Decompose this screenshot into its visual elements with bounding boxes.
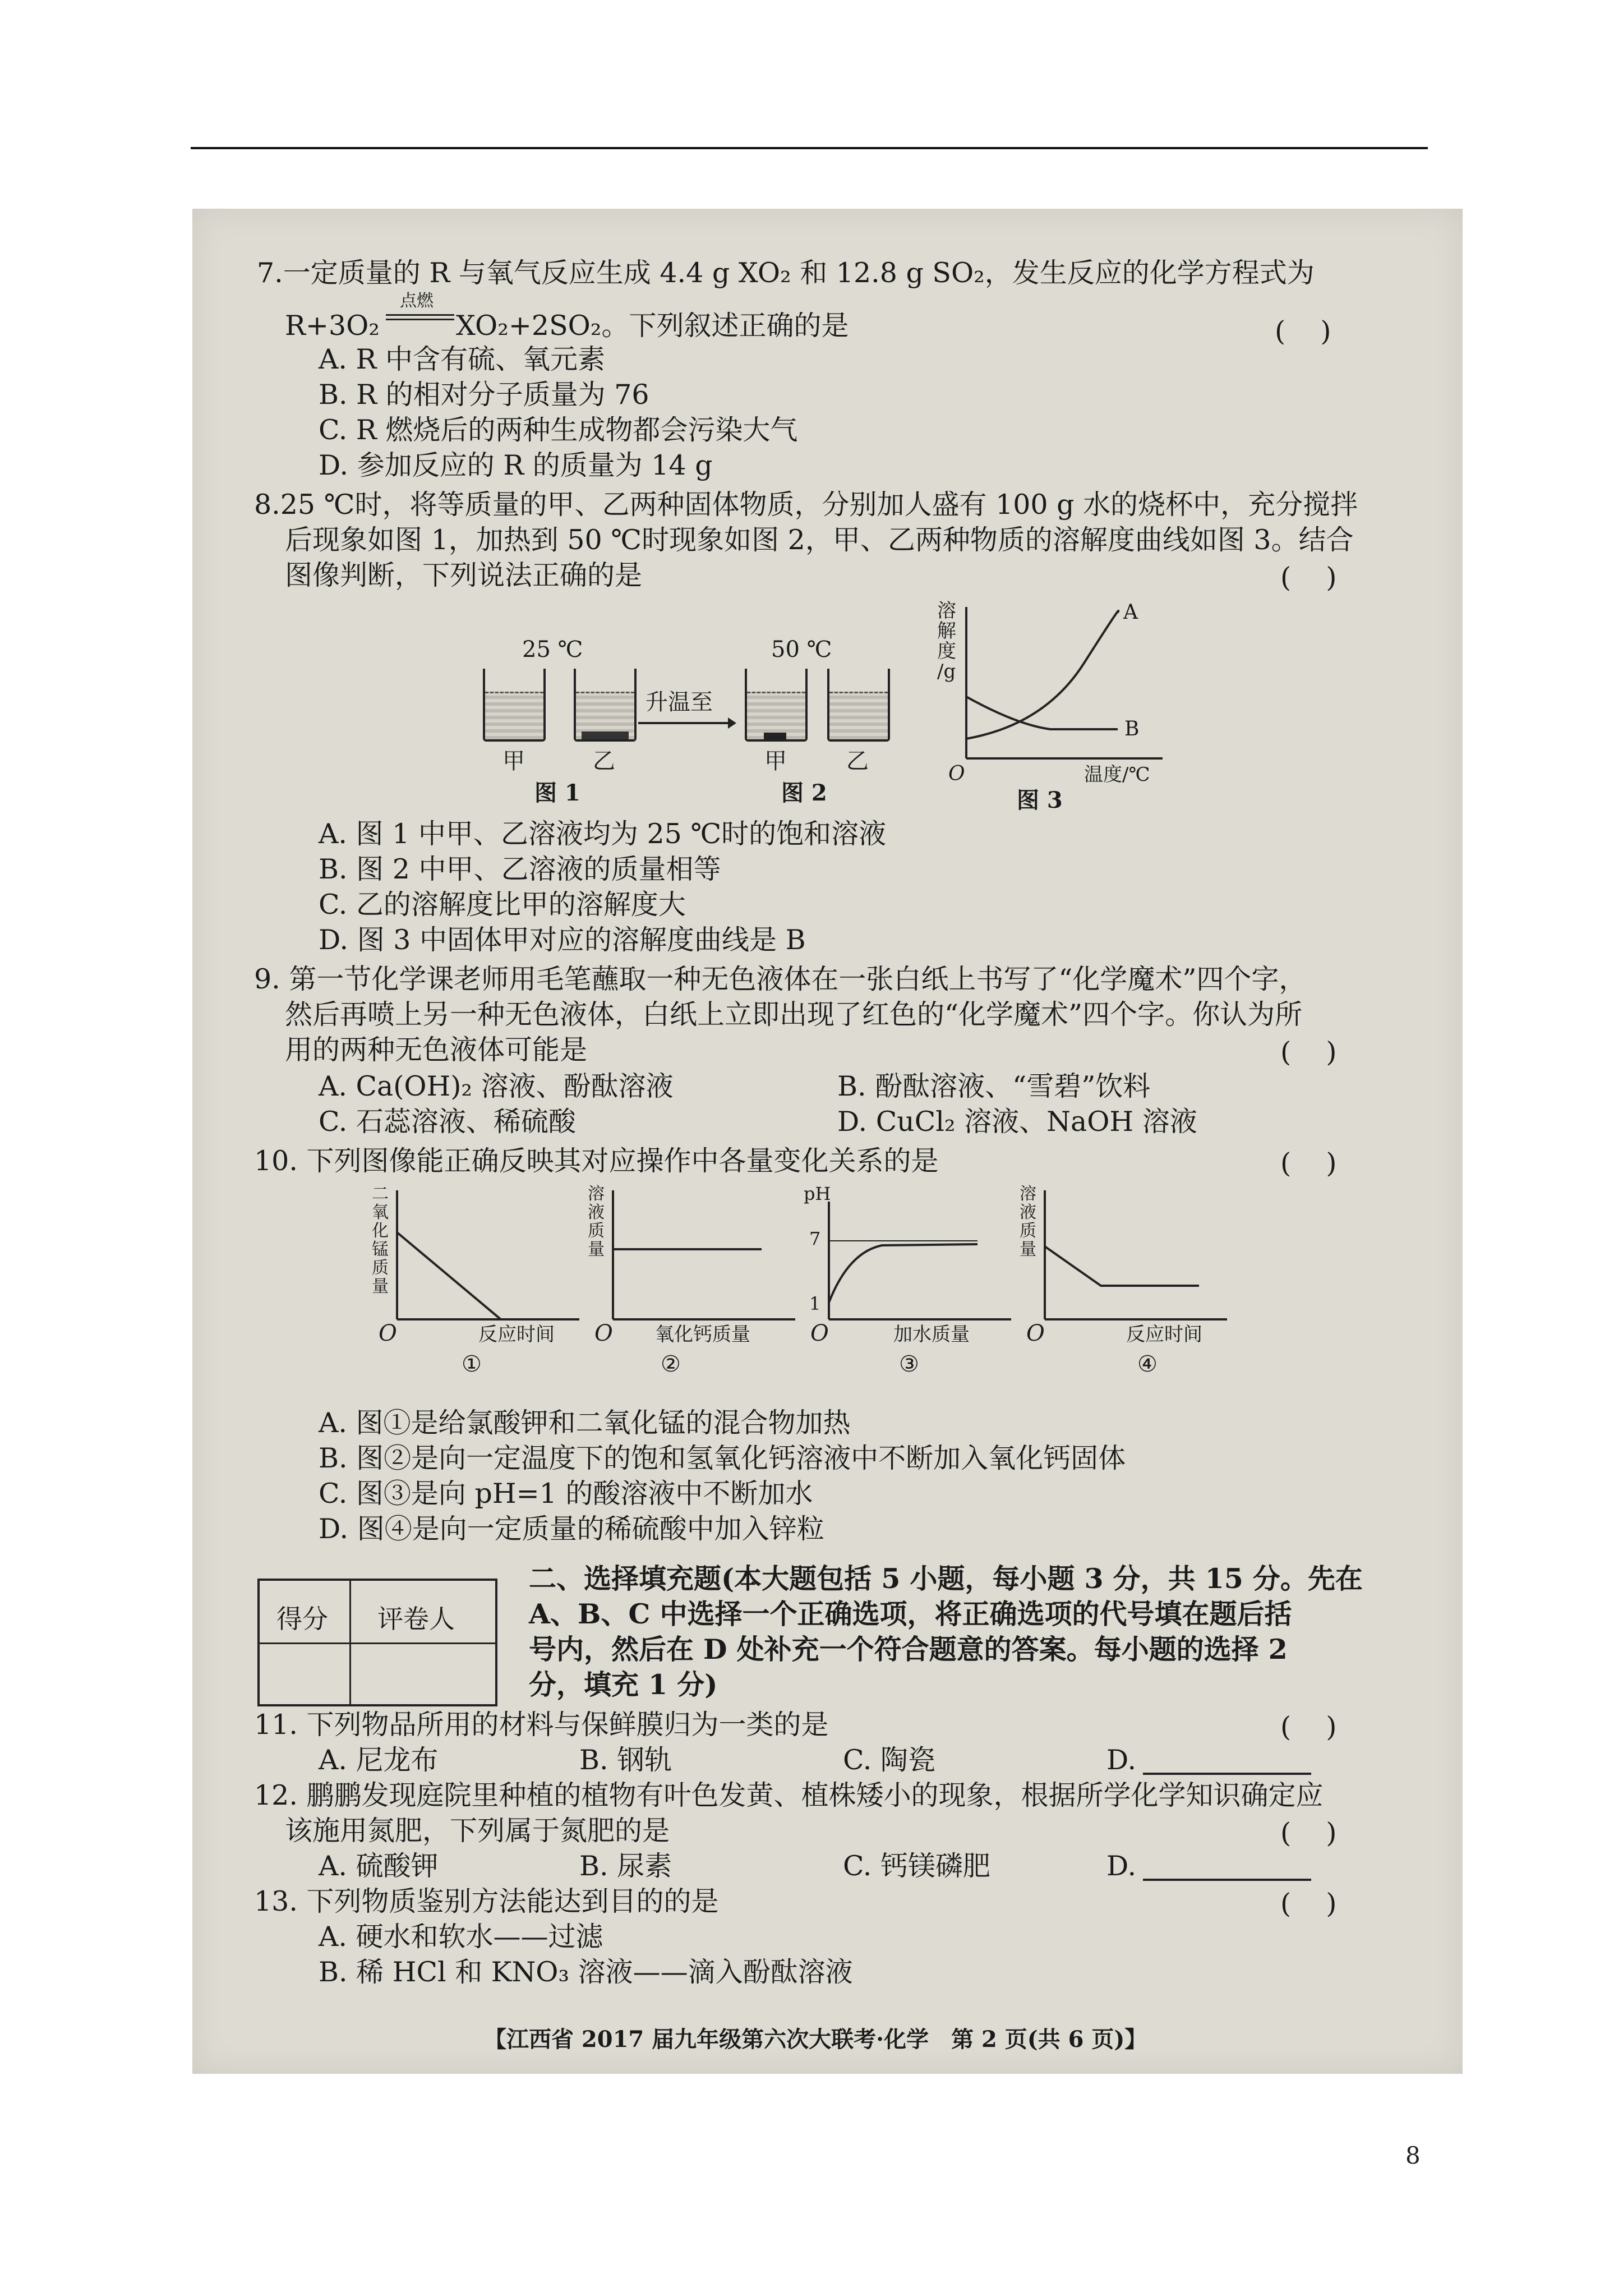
q7-option-b: B. R 的相对分子质量为 76 [319,379,649,411]
q12-answer-blank[interactable] [1143,1879,1311,1881]
scanned-exam-photo [192,209,1463,2074]
graph1-number: ① [462,1351,482,1377]
fig2-label-jia: 甲 [764,748,787,774]
fig3-plot-svg [933,601,1168,781]
fig1-beaker-jia [483,669,546,742]
q11-option-b: B. 钢轨 [579,1744,672,1776]
q13-stem: 13. 下列物质鉴别方法能达到目的的是 [254,1885,719,1917]
q10-graph-4 [1020,1185,1233,1375]
q8-stem-line3: 图像判断，下列说法正确的是 [285,559,643,591]
q9-answer-paren: ( ) [1280,1036,1337,1068]
q8-stem-line1: 8.25 ℃时，将等质量的甲、乙两种固体物质，分别加人盛有 100 g 水的烧杯中，充分搅拌 [254,489,1358,521]
graph3-xlabel: 加水质量 [893,1323,970,1346]
q9-option-d: D. CuCl₂ 溶液、NaOH 溶液 [837,1106,1197,1138]
heat-arrow-icon [638,716,736,730]
graph4-xlabel: 反应时间 [1126,1323,1202,1346]
fig3-solubility-graph [933,601,1168,815]
exam-footer: 【江西省 2017 届九年级第六次大联考·化学 第 2 页(共 6 页)】 [484,2026,1147,2053]
graph3-tick-1: 1 [809,1293,821,1314]
q8-answer-paren: ( ) [1280,562,1337,593]
fig1-temperature: 25 ℃ [522,637,583,662]
q10-graph-2 [588,1185,801,1375]
q7-equation-right: XO₂+2SO₂。下列叙述正确的是 [456,310,849,342]
graph4-origin: O [1026,1320,1045,1346]
q8-stem-line2: 后现象如图 1，加热到 50 ℃时现象如图 2，甲、乙两种物质的溶解度曲线如图 3。结合 [285,524,1354,556]
fig3-ylabel-1: 溶 [937,600,956,622]
q10-option-b: B. 图②是向一定温度下的饱和氢氧化钙溶液中不断加入氧化钙固体 [319,1442,1126,1474]
q9-option-a: A. Ca(OH)₂ 溶液、酚酞溶液 [319,1070,674,1102]
fig3-ylabel-4: /g [937,660,956,683]
graph1-svg [372,1185,585,1331]
score-table [257,1579,497,1706]
q12-stem-line1: 12. 鹏鹏发现庭院里种植的植物有叶色发黄、植株矮小的现象，根据所学化学知识确定应 [254,1779,1324,1811]
fig1-beaker-yi [574,669,637,742]
section2-line1: 二、选择填充题(本大题包括 5 小题，每小题 3 分，共 15 分。先在 [529,1562,1363,1595]
graph3-tick-7: 7 [809,1228,821,1249]
q12-stem-line2: 该施用氮肥，下列属于氮肥的是 [285,1815,670,1847]
q10-stem: 10. 下列图像能正确反映其对应操作中各量变化关系的是 [254,1145,939,1177]
q10-graph-1 [372,1185,585,1375]
q11-stem: 11. 下列物品所用的材料与保鲜膜归为一类的是 [254,1709,829,1741]
fig2-caption: 图 2 [781,780,827,806]
q12-option-b: B. 尿素 [579,1850,672,1882]
graph2-svg [588,1185,801,1331]
q11-answer-paren: ( ) [1280,1711,1337,1743]
q13-answer-paren: ( ) [1280,1888,1337,1920]
fig2-temperature: 50 ℃ [771,637,832,662]
q7-answer-paren: ( ) [1275,315,1331,347]
q9-option-c: C. 石蕊溶液、稀硫酸 [319,1106,576,1138]
q13-option-a: A. 硬水和软水——过滤 [319,1921,603,1953]
graph2-origin: O [594,1320,613,1346]
q11-option-c: C. 陶瓷 [843,1744,935,1776]
graph1-origin: O [379,1320,397,1346]
score-table-divider [349,1581,351,1704]
fig2-label-yi: 乙 [846,748,869,774]
top-rule [191,147,1428,149]
graph4-svg [1020,1185,1233,1331]
section2-line4: 分，填充 1 分) [529,1668,718,1701]
graph3-ylabel: pH [804,1183,831,1204]
q9-stem-line2: 然后再喷上另一种无色液体，白纸上立即出现了红色的“化学魔术”四个字。你认为所 [285,999,1303,1030]
fig3-ylabel-2: 解 [937,620,956,642]
q8-option-a: A. 图 1 中甲、乙溶液均为 25 ℃时的饱和溶液 [319,818,887,850]
section2-line3: 号内，然后在 D 处补充一个符合题意的答案。每小题的选择 2 [529,1633,1288,1665]
fig3-caption: 图 3 [1017,787,1063,813]
fig1-caption: 图 1 [534,780,580,806]
q12-option-c: C. 钙镁磷肥 [843,1850,990,1882]
fig3-origin: O [948,762,965,785]
q11-answer-blank[interactable] [1143,1773,1311,1775]
graph4-ylabel: 溶液质量 [1020,1184,1036,1259]
q7-option-d: D. 参加反应的 R 的质量为 14 g [319,449,713,481]
q7-equation-arrow-bottom [386,319,454,320]
q8-option-c: C. 乙的溶解度比甲的溶解度大 [319,889,686,921]
fig3-xlabel: 温度/℃ [1084,763,1150,786]
q8-option-d: D. 图 3 中固体甲对应的溶解度曲线是 B [319,924,806,956]
heat-arrow-label: 升温至 [645,689,713,715]
fig1-label-jia: 甲 [502,748,525,774]
fig1-label-yi: 乙 [593,748,615,774]
q11-option-a: A. 尼龙布 [319,1744,439,1776]
page-number: 8 [1405,2142,1421,2169]
q7-option-a: A. R 中含有硫、氧元素 [319,343,606,375]
graph2-number: ② [661,1351,681,1377]
q9-stem-line3: 用的两种无色液体可能是 [285,1034,588,1066]
fig2-beaker-jia [745,669,808,742]
graph3-number: ③ [899,1351,919,1377]
q12-option-d: D. [1106,1850,1137,1882]
q9-option-b: B. 酚酞溶液、“雪碧”饮料 [837,1070,1151,1102]
graph1-ylabel: 二氧化锰质量 [372,1184,389,1296]
graph2-xlabel: 氧化钙质量 [655,1323,750,1346]
q10-graph-3 [804,1185,1017,1375]
q8-option-b: B. 图 2 中甲、乙溶液的质量相等 [319,853,721,885]
graph2-ylabel: 溶液质量 [588,1184,605,1259]
q7-equation-condition: 点燃 [400,291,434,311]
fig2-beaker-yi [827,669,890,742]
graph1-xlabel: 反应时间 [478,1323,555,1346]
q9-stem-line1: 9. 第一节化学课老师用毛笔蘸取一种无色液体在一张白纸上书写了“化学魔术”四个字， [254,963,1307,995]
fig3-curve-a-label: A [1123,601,1138,624]
fig3-ylabel-3: 度 [937,640,956,662]
q7-option-c: C. R 燃烧后的两种生成物都会污染大气 [319,414,798,446]
fig3-curve-b-label: B [1124,717,1140,740]
q10-option-a: A. 图①是给氯酸钾和二氧化锰的混合物加热 [319,1407,851,1439]
q10-option-c: C. 图③是向 pH=1 的酸溶液中不断加水 [319,1478,813,1510]
score-table-col-score: 得分 [276,1604,328,1634]
graph4-number: ④ [1137,1351,1158,1377]
q12-option-a: A. 硫酸钾 [319,1850,439,1882]
q13-option-b: B. 稀 HCl 和 KNO₃ 溶液——滴入酚酞溶液 [319,1956,853,1988]
q12-answer-paren: ( ) [1280,1817,1337,1849]
graph3-svg [804,1185,1017,1331]
score-table-col-grader: 评卷人 [377,1604,455,1634]
q7-stem-line1: 7.一定质量的 R 与氧气反应生成 4.4 g XO₂ 和 12.8 g SO₂，发生反应的化学方程式为 [257,257,1315,289]
section2-line2: A、B、C 中选择一个正确选项，将正确选项的代号填在题后括 [529,1598,1292,1630]
q7-equation-left: R+3O₂ [285,310,380,342]
graph3-origin: O [810,1320,829,1346]
q7-equation-arrow-top [386,314,454,316]
q10-answer-paren: ( ) [1280,1147,1337,1179]
q10-option-d: D. 图④是向一定质量的稀硫酸中加入锌粒 [319,1513,824,1545]
q11-option-d: D. [1106,1744,1137,1776]
